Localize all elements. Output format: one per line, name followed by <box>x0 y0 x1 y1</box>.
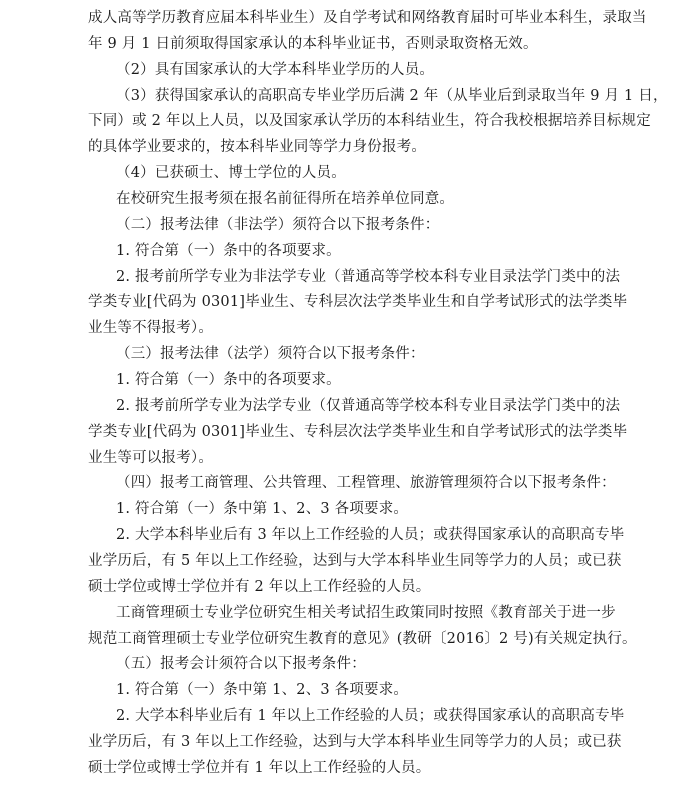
body-line: （3）获得国家承认的高职高专毕业学历后满 2 年（从毕业后到录取当年 9 月 1 日， <box>116 88 668 104</box>
body-line: 学类专业[代码为 0301]毕业生、专科层次法学类毕业生和自学考试形式的法学类毕 <box>88 424 628 440</box>
body-line: 2. 大学本科毕业后有 1 年以上工作经验的人员；或获得国家承认的高职高专毕 <box>116 708 625 724</box>
body-line: 工商管理硕士专业学位研究生相关考试招生政策同时按照《教育部关于进一步 <box>116 605 616 621</box>
body-line: 学类专业[代码为 0301]毕业生、专科层次法学类毕业生和自学考试形式的法学类毕 <box>88 294 628 310</box>
body-line: （4）已获硕士、博士学位的人员。 <box>116 165 346 181</box>
body-line: 规范工商管理硕士专业学位研究生教育的意见》(教研〔2016〕2 号)有关规定执行。 <box>88 631 637 647</box>
body-line: 成人高等学历教育应届本科毕业生）及自学考试和网络教育届时可毕业本科生，录取当 <box>88 10 647 26</box>
section-heading: （四）报考工商管理、公共管理、工程管理、旅游管理须符合以下报考条件： <box>116 475 616 491</box>
body-line: 在校研究生报考须在报名前征得所在培养单位同意。 <box>116 191 455 207</box>
body-line: 业生等不得报考）。 <box>88 320 214 336</box>
body-line: 业学历后，有 3 年以上工作经验，达到与大学本科毕业生同等学力的人员；或已获 <box>88 734 622 750</box>
section-heading: （五）报考会计须符合以下报考条件： <box>116 656 366 672</box>
body-line: 1. 符合第（一）条中的各项要求。 <box>116 243 341 259</box>
body-line: （2）具有国家承认的大学本科毕业学历的人员。 <box>116 62 435 78</box>
body-line: 1. 符合第（一）条中第 1、2、3 各项要求。 <box>116 682 409 698</box>
body-line: 下同）或 2 年以上人员，以及国家承认学历的本科结业生，符合我校根据培养目标规定 <box>88 113 651 129</box>
body-line: 的具体学业要求的，按本科毕业同等学力身份报考。 <box>88 139 427 155</box>
body-line: 2. 大学本科毕业后有 3 年以上工作经验的人员；或获得国家承认的高职高专毕 <box>116 527 625 543</box>
body-line: 1. 符合第（一）条中第 1、2、3 各项要求。 <box>116 501 409 517</box>
body-line: 2. 报考前所学专业为非法学专业（普通高等学校本科专业目录法学门类中的法 <box>116 269 621 285</box>
body-line: 业生等可以报考）。 <box>88 450 214 466</box>
body-line: 硕士学位或博士学位并有 1 年以上工作经验的人员。 <box>88 760 431 776</box>
body-line: 2. 报考前所学专业为法学专业（仅普通高等学校本科专业目录法学门类中的法 <box>116 398 621 414</box>
body-line: 年 9 月 1 日前须取得国家承认的本科毕业证书，否则录取资格无效。 <box>88 36 538 52</box>
body-line: 硕士学位或博士学位并有 2 年以上工作经验的人员。 <box>88 579 431 595</box>
body-line: 1. 符合第（一）条中的各项要求。 <box>116 372 341 388</box>
body-line: 业学历后，有 5 年以上工作经验，达到与大学本科毕业生同等学力的人员；或已获 <box>88 553 622 569</box>
section-heading: （三）报考法律（法学）须符合以下报考条件： <box>116 346 425 362</box>
section-heading: （二）报考法律（非法学）须符合以下报考条件： <box>116 217 440 233</box>
